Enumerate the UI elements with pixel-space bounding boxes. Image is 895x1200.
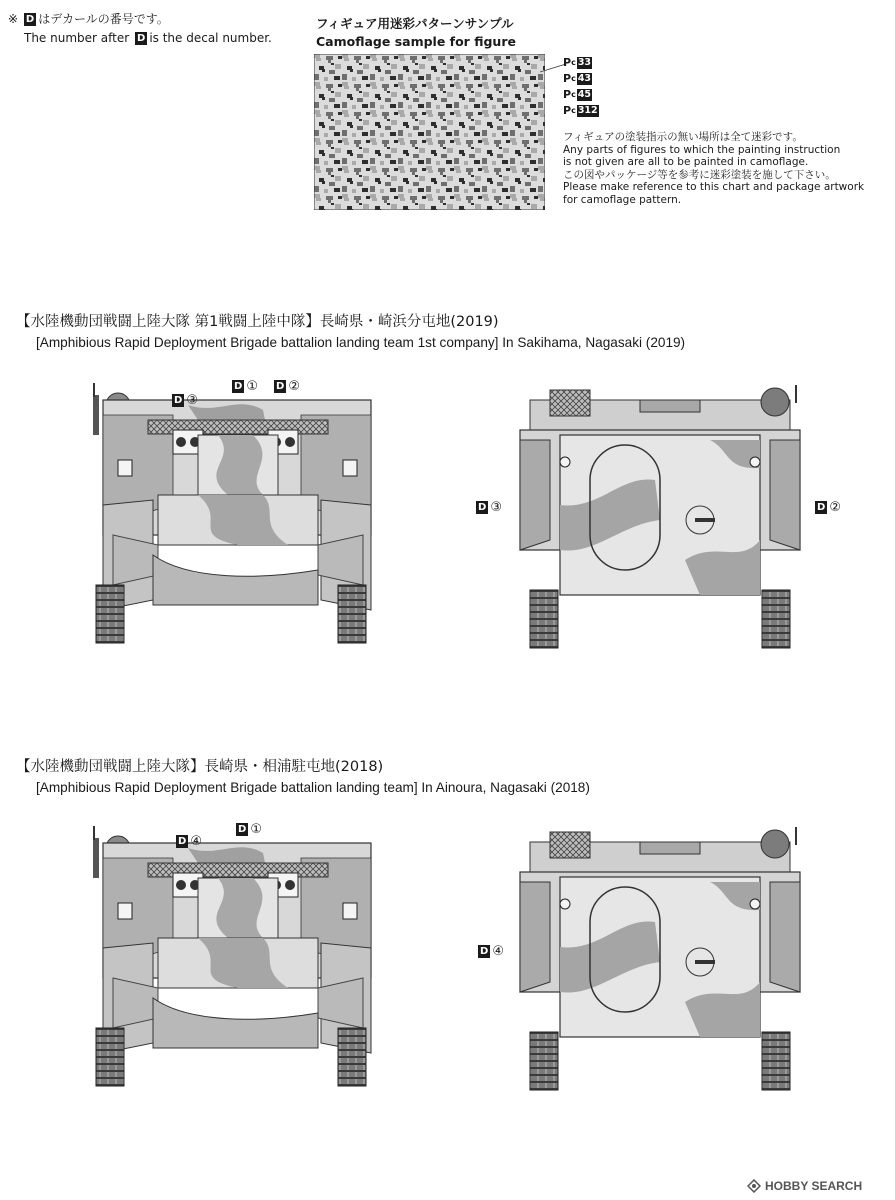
section-title-jp: 【水陸機動団戦闘上陸大隊 第1戦闘上陸中隊】長崎県・崎浜分屯地(2019)	[16, 314, 499, 330]
note-text-en-post: is the decal number.	[149, 31, 272, 45]
decal-number: ①	[246, 379, 258, 394]
decal-box-icon: D	[174, 395, 183, 406]
decal-number: ①	[250, 822, 262, 837]
instruction-line: is not given are all to be painted in camoflage.	[563, 156, 809, 169]
instruction-line: フィギュアの塗装指示の無い場所は全て迷彩です。	[563, 131, 803, 143]
decal-number: ②	[829, 500, 841, 515]
decal-box-icon: D	[480, 946, 489, 957]
vehicle-rear-view	[510, 380, 810, 655]
decal-note-en	[24, 31, 272, 45]
vehicle-front-view	[88, 375, 388, 650]
decal-callout	[476, 500, 502, 515]
paint-color-list	[563, 55, 599, 119]
camo-title-en: Camoflage sample for figure	[316, 34, 516, 49]
camo-swatch	[314, 54, 545, 210]
decal-box-icon: D	[238, 824, 247, 835]
camo-title-jp: フィギュア用迷彩パターンサンプル	[316, 16, 514, 31]
paint-code: 33	[577, 57, 592, 68]
paint-code: 312	[577, 105, 598, 116]
section-title-en: [Amphibious Rapid Deployment Brigade battalion landing team 1st company] In Sakihama, Nagasaki (2019)	[36, 335, 686, 350]
paint-code: 43	[577, 73, 592, 84]
section-title-en: [Amphibious Rapid Deployment Brigade battalion landing team] In Ainoura, Nagasaki (2018)	[36, 780, 590, 795]
vehicle-front-view	[88, 818, 388, 1093]
decal-callout	[176, 834, 202, 849]
decal-number: ②	[288, 379, 300, 394]
paint-color-row: P c 312	[563, 104, 598, 117]
hobby-search-logo-icon	[747, 1179, 761, 1193]
decal-box-icon: D	[276, 381, 285, 392]
decal-note-jp	[8, 12, 169, 26]
instruction-line: Please make reference to this chart and package artwork	[563, 181, 865, 194]
decal-callout	[274, 379, 300, 394]
decal-callout	[236, 822, 262, 837]
paint-color-row: P c 45	[563, 88, 592, 101]
instruction-line: for camoflage pattern.	[563, 193, 682, 206]
decal-box-icon: D	[234, 381, 243, 392]
decal-box-icon: D	[178, 836, 187, 847]
note-text-en-pre: The number after	[24, 31, 130, 45]
decal-box-icon: D	[137, 33, 146, 44]
decal-callout	[478, 944, 504, 959]
paint-color-row: P c 33	[563, 56, 592, 69]
camo-instructions	[563, 131, 864, 207]
watermark-text: HOBBY SEARCH	[765, 1179, 863, 1193]
decal-box-icon: D	[25, 14, 35, 25]
decal-callout	[232, 379, 258, 394]
decal-box-icon: D	[817, 502, 826, 513]
note-mark: ※	[8, 12, 19, 26]
note-text-jp: はデカールの番号です。	[38, 12, 169, 26]
decal-number: ③	[186, 393, 198, 408]
vehicle-rear-view	[510, 822, 810, 1097]
decal-callout	[172, 393, 198, 408]
decal-number: ④	[190, 834, 202, 849]
decal-box-icon: D	[478, 502, 487, 513]
decal-number: ③	[490, 500, 502, 515]
paint-color-row: P c 43	[563, 72, 592, 85]
instruction-line: この図やパッケージ等を参考に迷彩塗装を施して下さい。	[563, 168, 836, 181]
decal-number: ④	[492, 944, 504, 959]
watermark	[747, 1179, 862, 1193]
paint-code: 45	[577, 89, 592, 100]
decal-callout	[815, 500, 841, 515]
instruction-line: Any parts of figures to which the painting instruction	[563, 143, 841, 156]
section-title-jp: 【水陸機動団戦闘上陸大隊】長崎県・相浦駐屯地(2018)	[16, 759, 384, 775]
